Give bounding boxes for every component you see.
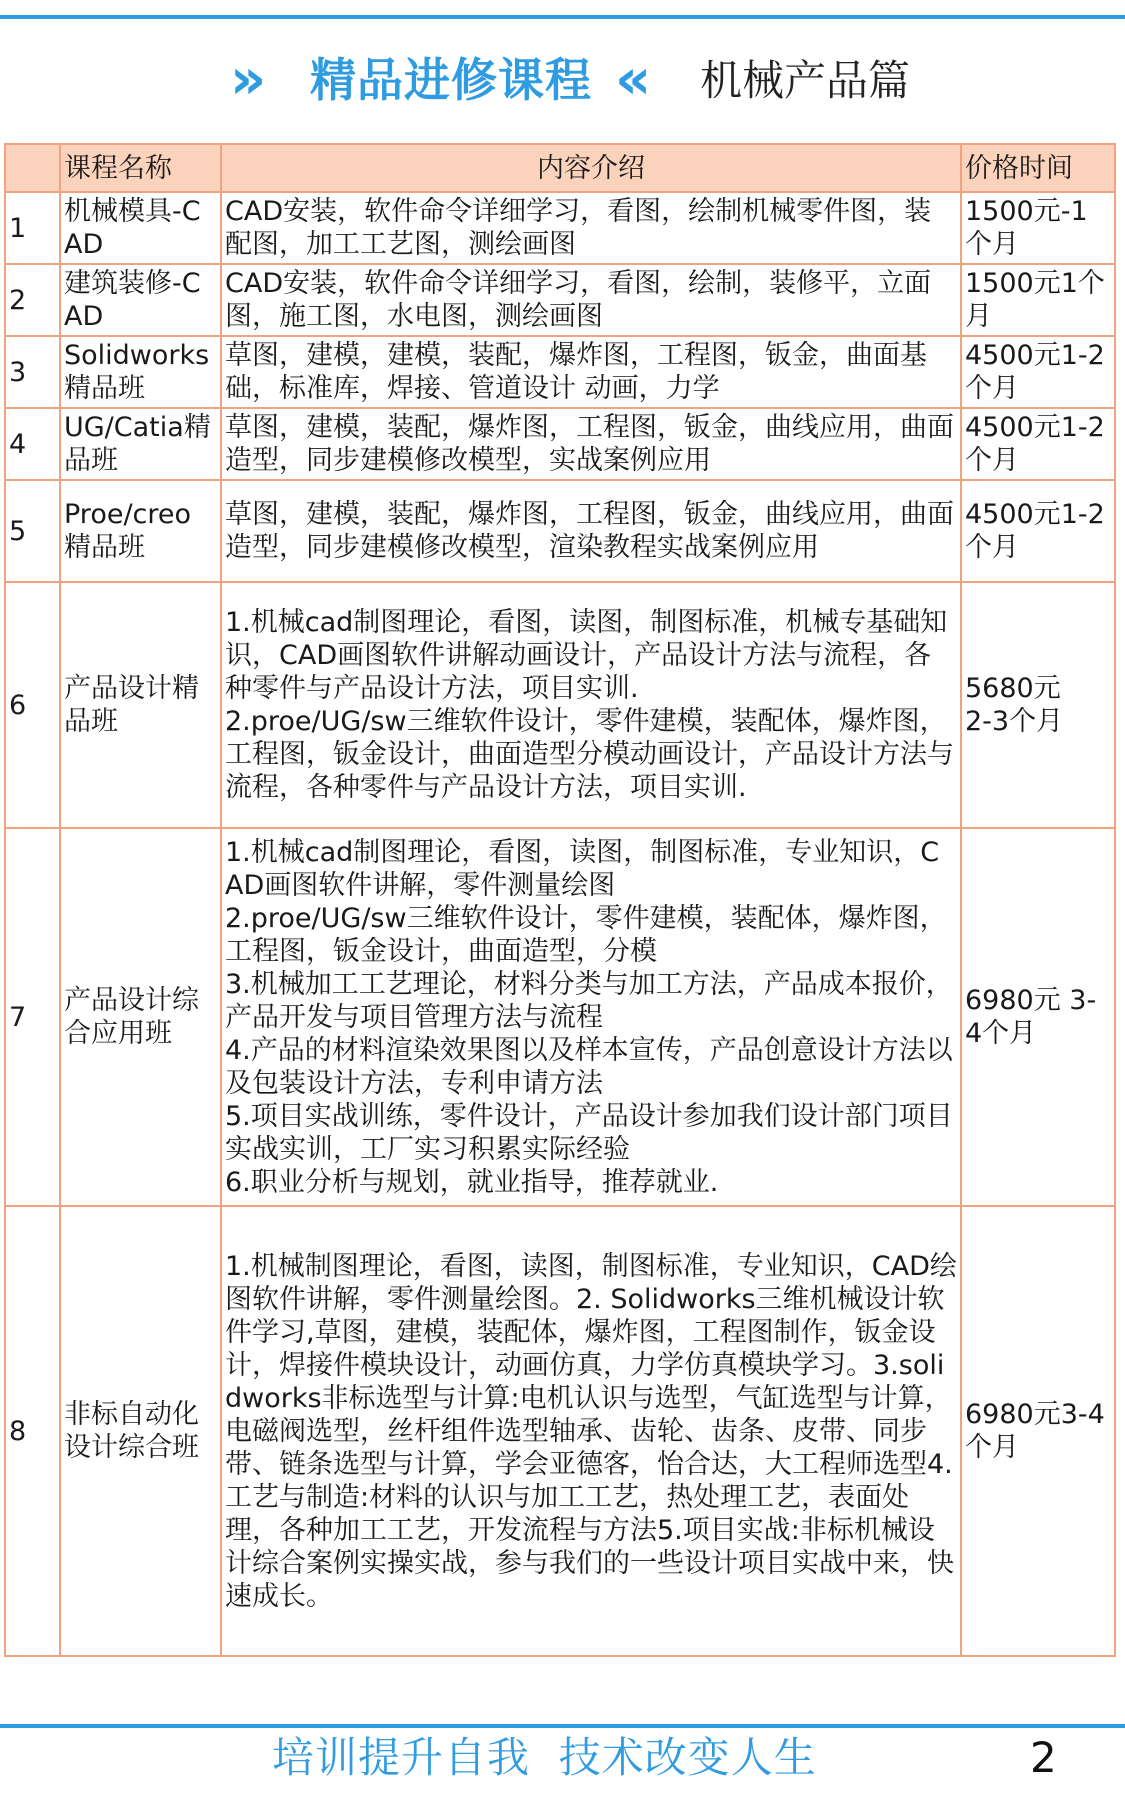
row-number: 7 — [5, 828, 60, 1206]
course-content: 草图，建模，建模，装配，爆炸图，工程图，钣金，曲面基础，标准库，焊接、管道设计 动画，力学 — [221, 336, 961, 408]
row-number: 3 — [5, 336, 60, 408]
header-price-time: 价格时间 — [961, 144, 1115, 192]
table-header-row — [5, 144, 1115, 192]
course-table — [4, 143, 1116, 1657]
row-number: 6 — [5, 582, 60, 828]
course-name: 机械模具-CAD — [60, 192, 221, 264]
table-row — [5, 264, 1115, 336]
header-content: 内容介绍 — [221, 144, 961, 192]
course-name: Proe/creo精品班 — [60, 480, 221, 582]
course-name: 建筑装修-CAD — [60, 264, 221, 336]
page-header — [0, 40, 1125, 120]
course-price: 1500元-1个月 — [961, 192, 1115, 264]
double-chevron-left-icon: « — [615, 47, 642, 112]
page-title: 精品进修课程 — [310, 53, 592, 107]
header-course-name: 课程名称 — [60, 144, 221, 192]
row-number: 8 — [5, 1206, 60, 1656]
table-row — [5, 1206, 1115, 1656]
course-name: UG/Catia精品班 — [60, 408, 221, 480]
table-row — [5, 408, 1115, 480]
course-price: 6980元3-4个月 — [961, 1206, 1115, 1656]
double-chevron-right-icon: » — [230, 47, 257, 112]
table-row — [5, 192, 1115, 264]
top-rule — [0, 15, 1125, 19]
page-subtitle: 机械产品篇 — [700, 56, 911, 105]
course-content: 草图，建模，装配，爆炸图，工程图，钣金，曲线应用，曲面造型，同步建模修改模型，实战案例应用 — [221, 408, 961, 480]
course-name: 非标自动化设计综合班 — [60, 1206, 221, 1656]
course-name: Solidworks精品班 — [60, 336, 221, 408]
course-price: 5680元 2-3个月 — [961, 582, 1115, 828]
row-number: 1 — [5, 192, 60, 264]
table-row — [5, 480, 1115, 582]
course-content: 1.机械cad制图理论，看图，读图，制图标准，专业知识，CAD画图软件讲解，零件测量绘图 2.proe/UG/sw三维软件设计，零件建模，装配体，爆炸图，工程图，钣金设计，曲面造型，分模 3.机械加工工艺理论，材料分类与加工方法，产品成本报价，产品开发与项目管理方法与流程 4.产品的材料渲染效果图以及样本宣传，产品创意设计方法以及包装设计方法，专利申请方法 5.项目实战训练，零件设计，产品设计参加我们设计部门项目实战实训，工厂实习积累实际经验 6.职业分析与规划，就业指导，推荐就业. — [221, 828, 961, 1206]
course-price: 4500元1-2个月 — [961, 336, 1115, 408]
course-price: 6980元 3-4个月 — [961, 828, 1115, 1206]
course-content: CAD安装，软件命令详细学习，看图，绘制，装修平，立面图，施工图，水电图，测绘画图 — [221, 264, 961, 336]
header-no — [5, 144, 60, 192]
course-price: 4500元1-2个月 — [961, 408, 1115, 480]
course-content: 1.机械制图理论，看图，读图，制图标准，专业知识，CAD绘图软件讲解，零件测量绘图。2. Solidworks三维机械设计软件学习,草图，建模，装配体，爆炸图，工程图制作，钣金设计，焊接件模块设计，动画仿真，力学仿真模块学习。3.solidworks非标选型与计算:电机认识与选型，气缸选型与计算，电磁阀选型，丝杆组件选型轴承、齿轮、齿条、皮带、同步带、链条选型与计算，学会亚德客，怡合达，大工程师选型4.工艺与制造:材料的认识与加工工艺，热处理工艺，表面处理，各种加工工艺，开发流程与方法5.项目实战:非标机械设计综合案例实操实战，参与我们的一些设计项目实战中来，快速成长。 — [221, 1206, 961, 1656]
row-number: 4 — [5, 408, 60, 480]
course-content: 草图，建模，装配，爆炸图，工程图，钣金，曲线应用，曲面造型，同步建模修改模型，渲染教程实战案例应用 — [221, 480, 961, 582]
table-row — [5, 828, 1115, 1206]
table-row — [5, 336, 1115, 408]
footer-slogan: 培训提升自我 技术改变人生 — [272, 1733, 817, 1782]
table-row — [5, 582, 1115, 828]
page-number: 2 — [1030, 1733, 1057, 1782]
course-name: 产品设计综合应用班 — [60, 828, 221, 1206]
course-price: 4500元1-2个月 — [961, 480, 1115, 582]
course-price: 1500元1个月 — [961, 264, 1115, 336]
row-number: 2 — [5, 264, 60, 336]
course-content: CAD安装，软件命令详细学习，看图，绘制机械零件图，装配图，加工工艺图，测绘画图 — [221, 192, 961, 264]
row-number: 5 — [5, 480, 60, 582]
course-name: 产品设计精品班 — [60, 582, 221, 828]
course-content: 1.机械cad制图理论，看图，读图，制图标准，机械专基础知识，CAD画图软件讲解动画设计，产品设计方法与流程，各种零件与产品设计方法，项目实训. 2.proe/UG/sw三维软件设计，零件建模，装配体，爆炸图，工程图，钣金设计，曲面造型分模动画设计，产品设计方法与流程，各种零件与产品设计方法，项目实训. — [221, 582, 961, 828]
